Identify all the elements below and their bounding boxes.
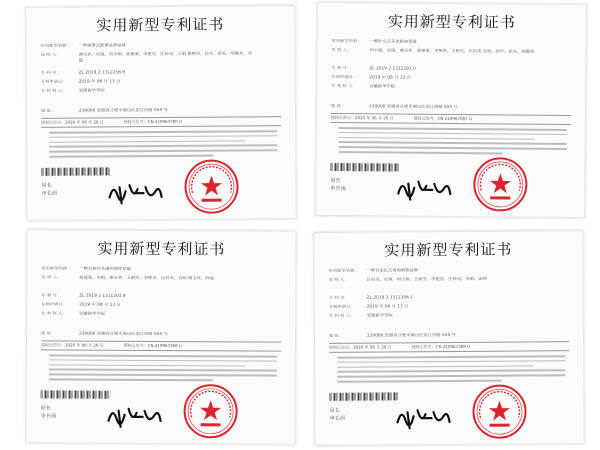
field-label: 专 利 号：: [331, 65, 352, 72]
grant-date: 授权公告日：2020 年 06 月 26 日: [329, 344, 392, 350]
barcode: [329, 392, 399, 400]
national-emblem-seal-icon: [182, 383, 238, 439]
certificate-title: 实用新型专利证书: [384, 240, 513, 260]
signer-title: 局长: [329, 407, 340, 414]
field-label: 专 利 号：: [328, 295, 349, 301]
field-label: 专利申请日：: [331, 74, 358, 81]
field-label: 实用新型名称：: [331, 38, 362, 45]
field-value: ZL 2019 2 1311356.1: [366, 295, 414, 301]
field-value: 一种便携式健康监测装置: [78, 43, 126, 49]
field-patentee: [41, 87, 281, 94]
field-value: 安徽新华学院: [79, 311, 105, 317]
field-patent-number: [331, 66, 571, 74]
field-inventors: [41, 51, 281, 64]
field-value: 2019 年 08 月 13 日: [79, 302, 121, 308]
field-filing-date: [41, 302, 281, 309]
barcode: [330, 163, 400, 172]
field-address: [331, 104, 571, 112]
barcode: [41, 167, 111, 175]
field-value: 一种自复位式辅助调度装置: [79, 266, 131, 272]
grant-date: 授权公告日：2020 年 06 月 26 日: [41, 119, 104, 125]
field-value: 一种肝点式多用路面装置: [369, 39, 417, 45]
handwritten-signature-icon: [394, 174, 454, 205]
handwritten-signature-icon: [105, 401, 165, 431]
signer-name: 申长雨: [41, 190, 58, 197]
field-label: 专 利 权 人：: [41, 311, 67, 317]
certificate-title: 实用新型专利证书: [96, 15, 225, 35]
field-label: 专利申请日：: [41, 302, 67, 308]
field-address: [41, 107, 281, 114]
patent-certificate: [313, 230, 584, 446]
national-emblem-seal-icon: [472, 156, 528, 212]
field-patent-number: [41, 293, 281, 300]
field-utility-model-name: [332, 39, 572, 47]
publication-numbers: [41, 342, 281, 349]
patent-certificate: [25, 5, 296, 221]
national-emblem-seal-icon: [471, 383, 527, 439]
field-filing-date: [329, 303, 569, 310]
grant-date: 授权公告日：2020 年 06 月 26 日: [40, 342, 104, 348]
field-label: 专利申请日：: [328, 304, 355, 310]
field-value: 何小娟，吴娟，谢宝祥，聂豪豪，李艳君，王娟雪，庄岩茂 吴娟，孙丰，张英，胡鑫苑: [369, 48, 535, 55]
field-label: 专 利 号：: [40, 70, 61, 76]
field-value: 庄岩茂，吴娟，何小娟，王娟雪，李艳君，庄岩茂，吴娟，孟莉: [366, 276, 487, 283]
field-label: 实用新型名称：: [41, 266, 72, 272]
field-label: 发 明 人：: [41, 275, 62, 281]
field-label: 发 明 人：: [40, 52, 61, 58]
field-value: 2019 年 08 月 13 日: [369, 75, 411, 81]
field-label: 专 利 号：: [41, 293, 62, 299]
signature-block: [330, 177, 346, 193]
signer-name: 申长雨: [40, 413, 57, 420]
certificate-body-text: [49, 354, 277, 384]
field-value: 安徽新华学院: [369, 84, 396, 90]
field-label: 地 址：: [331, 103, 346, 110]
divider: [41, 349, 281, 351]
field-filing-date: [331, 75, 571, 83]
field-patentee: [331, 84, 571, 92]
grant-date: 授权公告日：2020 年 06 月 26 日: [330, 114, 394, 121]
field-filing-date: [41, 78, 281, 85]
patent-certificate: [315, 2, 587, 218]
field-utility-model-name: [41, 42, 281, 49]
field-label: 地 址：: [41, 331, 56, 337]
field-value: 谢宝祥，吴娟，刘小娟，聂豪豪，李艳君，庄岩茂，王娟 谢辉同，孙丰，张英，胡鑫苑，刘磊: [78, 51, 252, 64]
handwritten-signature-icon: [105, 177, 165, 207]
field-label: 地 址：: [328, 333, 344, 339]
field-patentee: [329, 312, 569, 319]
certificate-title: 实用新型专利证书: [97, 239, 226, 259]
field-label: 专 利 权 人：: [331, 83, 357, 90]
field-value: 安徽新华学院: [78, 88, 105, 94]
field-inventors: [41, 275, 281, 282]
field-value: 230000 安徽省合肥市蜀山区望江西路 555 号: [369, 104, 458, 111]
field-value: 230000 安徽省合肥市蜀山区望江西路 555 号: [79, 331, 168, 338]
field-value: 聂豪豪，吴娟，谢宝祥，王娟雪，李艳君，庄岩茂，吴娟 谢宝祥，陈霞: [79, 275, 214, 282]
signer-title: 局长: [40, 405, 52, 412]
field-value: 安徽新华学院: [366, 313, 393, 319]
field-label: 专 利 权 人：: [328, 313, 355, 319]
grant-number: 授权公告号：CN 210963780 U: [123, 118, 182, 125]
signer-title: 局长: [41, 182, 52, 189]
national-emblem-seal-icon: [183, 158, 239, 214]
field-label: 专利申请日：: [40, 79, 67, 85]
field-label: 发 明 人：: [331, 47, 352, 54]
certificate-title: 实用新型专利证书: [387, 12, 516, 32]
signer-name: 申长雨: [329, 415, 346, 422]
field-value: 230000 安徽省合肥市蜀山区望江西路 555 号: [366, 332, 456, 339]
certificate-body-text: [339, 127, 567, 158]
signature-block: [41, 182, 57, 198]
field-label: 专 利 权 人：: [40, 88, 67, 94]
signature-block: [41, 404, 57, 420]
certificate-body-text: [49, 130, 277, 160]
grant-number: 授权公告号：CN 210967388 U: [123, 342, 182, 349]
signer-title: 局长: [330, 177, 341, 185]
field-label: 实用新型名称：: [328, 268, 359, 274]
grant-number: 授权公告号：CN 210967389 U: [411, 343, 470, 350]
signer-name: 申长雨: [330, 185, 346, 193]
patent-certificate: [25, 229, 296, 444]
field-utility-model-name: [41, 266, 281, 273]
handwritten-signature-icon: [393, 402, 453, 432]
field-patent-number: [329, 294, 569, 301]
field-value: 2019 年 08 月 13 日: [78, 79, 121, 85]
field-utility-model-name: [329, 267, 569, 274]
field-address: [329, 332, 569, 339]
grant-number: 授权公告号：CN 210967087 U: [413, 115, 472, 122]
field-inventors: [331, 48, 571, 56]
field-inventors: [329, 276, 569, 283]
field-patent-number: [41, 69, 281, 76]
field-label: 发 明 人：: [328, 277, 349, 283]
field-value: 一种自复位式滑道隔振装置: [366, 268, 419, 274]
field-value: 2019 年 08 月 13 日: [366, 304, 409, 310]
certificate-body-text: [337, 355, 565, 385]
field-value: ZL 2019 2 1311303.9: [79, 293, 126, 299]
field-label: 地 址：: [40, 108, 56, 114]
signature-block: [329, 407, 345, 423]
field-address: [41, 331, 281, 338]
field-patentee: [41, 311, 281, 318]
field-value: ZL 2019 2 1312256.9: [78, 70, 126, 76]
field-value: 230000 安徽省合肥市蜀山区望江西路 555 号: [78, 107, 168, 114]
field-label: 实用新型名称：: [40, 43, 71, 49]
field-value: ZL 2019 2 1312291.0: [369, 66, 416, 72]
barcode: [41, 390, 111, 398]
